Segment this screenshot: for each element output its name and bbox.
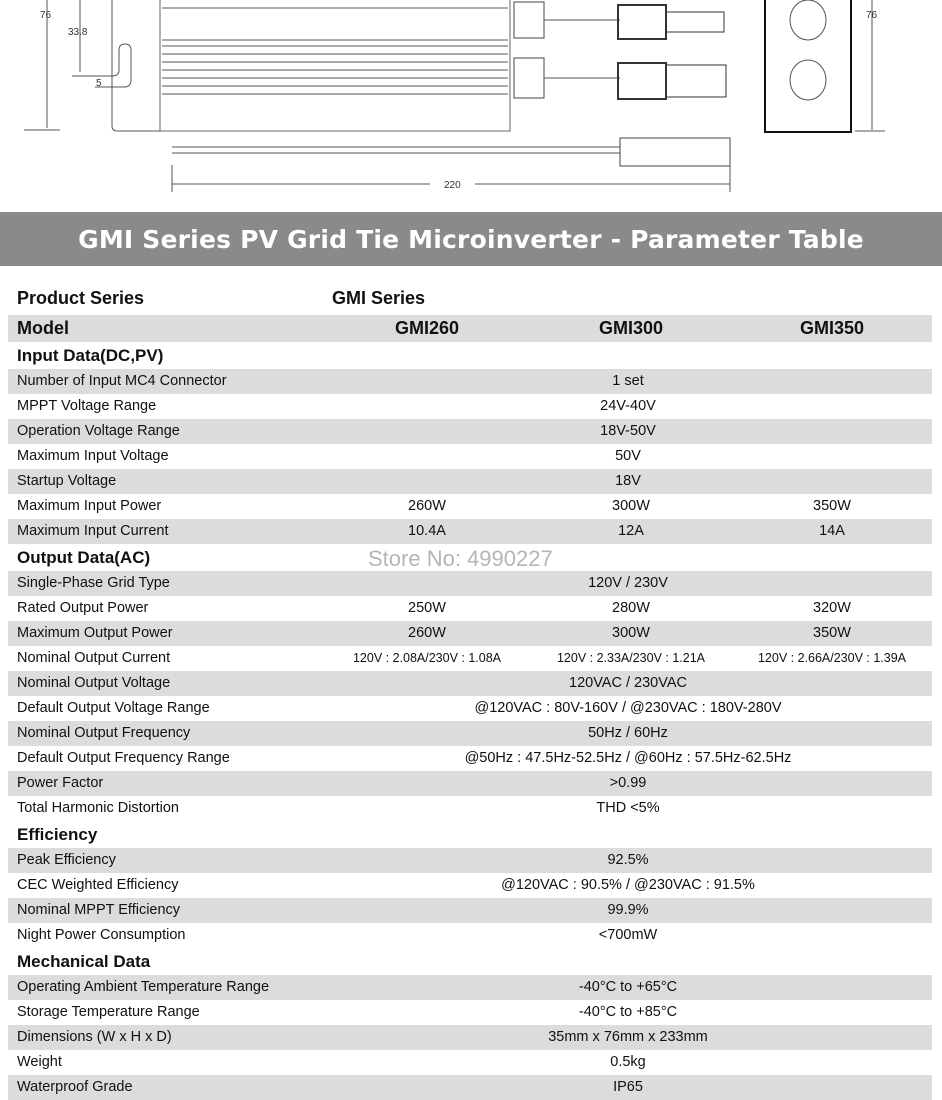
row-value: >0.99 — [609, 775, 647, 791]
row-value: 10.4A — [408, 523, 446, 539]
row-value: 1 set — [612, 373, 644, 389]
table-row — [8, 873, 932, 898]
row-label: Operating Ambient Temperature Range — [17, 979, 270, 995]
section-header — [8, 342, 932, 369]
row-value: 260W — [408, 498, 446, 514]
row-value: <700mW — [598, 927, 658, 943]
row-label: Night Power Consumption — [17, 927, 186, 943]
table-row — [8, 671, 932, 696]
dim-label-height-right: 76 — [866, 10, 878, 21]
dim-label-cable: 220 — [444, 180, 461, 191]
parameter-table — [8, 284, 932, 1100]
table-row — [8, 848, 932, 873]
table-row — [8, 796, 932, 821]
row-label: Nominal MPPT Efficiency — [17, 902, 181, 918]
row-value: 260W — [408, 625, 446, 641]
row-label: Maximum Input Power — [17, 498, 162, 514]
section-title: Input Data(DC,PV) — [17, 346, 164, 365]
table-row — [8, 923, 932, 948]
row-value: @120VAC : 80V-160V / @230VAC : 180V-280V — [474, 700, 782, 716]
table-row — [8, 1075, 932, 1100]
model-gmi260: GMI260 — [394, 318, 460, 338]
row-value: 320W — [813, 600, 851, 616]
row-value: -40°C to +65°C — [578, 979, 678, 995]
row-label: Weight — [17, 1054, 62, 1070]
row-value: -40°C to +85°C — [578, 1004, 678, 1020]
row-label: Total Harmonic Distortion — [17, 800, 179, 816]
section-title: Output Data(AC) — [17, 548, 151, 567]
table-row — [8, 1000, 932, 1025]
row-label: Rated Output Power — [17, 600, 149, 616]
table-row — [8, 571, 932, 596]
row-label: Nominal Output Voltage — [17, 675, 171, 691]
product-series-row — [8, 284, 932, 315]
section-title: Mechanical Data — [17, 952, 151, 971]
section-title: Efficiency — [17, 825, 98, 844]
dim-label-5: 5 — [96, 78, 102, 89]
model-label: Model — [17, 318, 69, 338]
table-row — [8, 519, 932, 544]
row-value: 35mm x 76mm x 233mm — [548, 1029, 708, 1045]
table-row — [8, 369, 932, 394]
table-row — [8, 419, 932, 444]
row-label: Default Output Voltage Range — [17, 700, 210, 716]
row-value: 18V-50V — [600, 423, 656, 439]
table-row — [8, 444, 932, 469]
row-value: IP65 — [613, 1079, 643, 1095]
row-value: 120V : 2.08A/230V : 1.08A — [352, 651, 502, 665]
row-value: @120VAC : 90.5% / @230VAC : 91.5% — [501, 877, 755, 893]
row-label: Default Output Frequency Range — [17, 750, 230, 766]
row-label: CEC Weighted Efficiency — [17, 877, 179, 893]
row-value: 350W — [813, 625, 851, 641]
table-row — [8, 1025, 932, 1050]
row-label: Single-Phase Grid Type — [17, 575, 170, 591]
table-row — [8, 746, 932, 771]
section-header — [8, 821, 932, 848]
dim-label-height-left: 76 — [40, 10, 52, 21]
row-label: Maximum Input Current — [17, 523, 169, 539]
product-series-value: GMI Series — [332, 288, 426, 308]
table-row — [8, 494, 932, 519]
row-value: 280W — [612, 600, 650, 616]
row-label: Nominal Output Frequency — [17, 725, 191, 741]
row-value: 50V — [615, 448, 641, 464]
row-value: 0.5kg — [610, 1054, 646, 1070]
row-label: Storage Temperature Range — [17, 1004, 200, 1020]
row-label: Maximum Output Power — [17, 625, 173, 641]
store-watermark: Store No: 4990227 — [368, 546, 553, 571]
model-gmi350: GMI350 — [799, 318, 865, 338]
dim-label-338: 33.8 — [68, 27, 88, 38]
row-value: 120VAC / 230VAC — [569, 675, 687, 691]
product-series-label: Product Series — [17, 288, 145, 308]
row-value: 50Hz / 60Hz — [588, 725, 668, 741]
table-row — [8, 621, 932, 646]
row-label: Waterproof Grade — [17, 1079, 133, 1095]
table-row — [8, 596, 932, 621]
row-value: 18V — [615, 473, 641, 489]
row-value: 24V-40V — [600, 398, 656, 414]
table-row — [8, 771, 932, 796]
row-label: Nominal Output Current — [17, 650, 171, 666]
table-row — [8, 646, 932, 671]
row-value: 120V / 230V — [588, 575, 668, 591]
row-value: 120V : 2.66A/230V : 1.39A — [757, 651, 907, 665]
model-row — [8, 315, 932, 342]
row-value: 300W — [612, 498, 650, 514]
row-value: @50Hz : 47.5Hz-52.5Hz / @60Hz : 57.5Hz-62.5Hz — [464, 750, 792, 766]
row-value: 250W — [408, 600, 446, 616]
row-label: Operation Voltage Range — [17, 423, 180, 439]
table-row — [8, 721, 932, 746]
row-value: 120V : 2.33A/230V : 1.21A — [556, 651, 706, 665]
row-value: 14A — [819, 523, 845, 539]
row-value: 350W — [813, 498, 851, 514]
table-row — [8, 1050, 932, 1075]
row-label: Startup Voltage — [17, 473, 117, 489]
row-label: MPPT Voltage Range — [17, 398, 157, 414]
row-value: 92.5% — [607, 852, 649, 868]
section-header — [8, 948, 932, 975]
table-row — [8, 975, 932, 1000]
row-label: Power Factor — [17, 775, 104, 791]
row-label: Number of Input MC4 Connector — [17, 373, 227, 389]
page-title-banner — [0, 212, 942, 266]
row-value: THD <5% — [596, 800, 660, 816]
row-value: 12A — [618, 523, 644, 539]
row-label: Dimensions (W x H x D) — [17, 1029, 172, 1045]
row-label: Maximum Input Voltage — [17, 448, 169, 464]
table-row — [8, 469, 932, 494]
model-gmi300: GMI300 — [598, 318, 664, 338]
row-value: 300W — [612, 625, 650, 641]
table-row — [8, 696, 932, 721]
dimension-drawing — [0, 0, 942, 200]
row-value: 99.9% — [607, 902, 649, 918]
table-row — [8, 394, 932, 419]
page-title: GMI Series PV Grid Tie Microinverter - Parameter Table — [78, 224, 864, 254]
table-row — [8, 898, 932, 923]
row-label: Peak Efficiency — [17, 852, 116, 868]
